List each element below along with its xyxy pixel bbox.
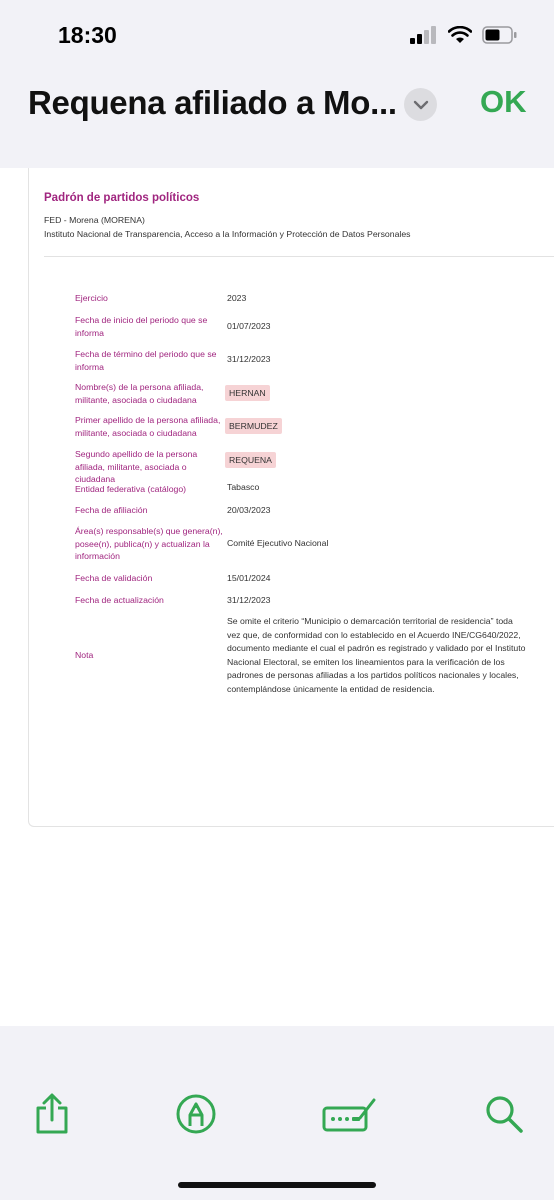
label-segundo-apellido: Segundo apellido de la persona afiliada, militante, asociada o ciudadana	[75, 449, 198, 484]
value-fecha-afiliacion: 20/03/2023	[227, 505, 271, 515]
chevron-down-icon	[413, 100, 429, 110]
markup-icon	[175, 1093, 217, 1135]
card-subtitle-party: FED - Morena (MORENA)	[44, 215, 145, 225]
search-icon	[484, 1094, 524, 1134]
value-entidad: Tabasco	[227, 482, 260, 492]
wifi-icon	[448, 26, 472, 44]
value-primer-apellido-text: BERMUDEZ	[225, 418, 282, 434]
record-card	[28, 168, 554, 827]
search-button[interactable]	[482, 1092, 526, 1136]
title-menu-button[interactable]	[404, 88, 437, 121]
value-fecha-inicio: 01/07/2023	[227, 321, 271, 331]
nav-bar	[0, 78, 554, 138]
value-nota: Se omite el criterio “Municipio o demarcación territorial de residencia” toda vez que, de conformidad con lo establecido en el Acuerdo INE/CG640/2022, documento mediante el cual el padrón es registrado y validado por el Instituto Nacional Electoral, se emiten los lineamientos para la verificación de los padrones de personas afiliadas a los partidos políticos nacionales y locales, contemplándose únicamente la entidad de residencia.	[227, 616, 526, 694]
card-divider	[44, 256, 554, 257]
label-fecha-actualizacion: Fecha de actualización	[75, 595, 164, 605]
status-time: 18:30	[58, 22, 117, 48]
value-area-responsable: Comité Ejecutivo Nacional	[227, 538, 329, 548]
card-title: Padrón de partidos políticos	[44, 192, 200, 204]
value-primer-apellido	[227, 420, 282, 433]
label-fecha-termino: Fecha de término del periodo que se informa	[75, 349, 217, 372]
label-ejercicio: Ejercicio	[75, 293, 108, 303]
label-fecha-validacion: Fecha de validación	[75, 573, 153, 583]
home-indicator	[178, 1182, 376, 1188]
label-fecha-afiliacion: Fecha de afiliación	[75, 505, 148, 515]
fill-sign-button[interactable]	[322, 1092, 378, 1136]
label-entidad: Entidad federativa (catálogo)	[75, 484, 187, 494]
form-fill-icon	[322, 1094, 378, 1134]
document-title[interactable]: Requena afiliado a Mo...	[28, 84, 397, 121]
markup-button[interactable]	[174, 1092, 218, 1136]
value-ejercicio: 2023	[227, 293, 247, 303]
battery-icon	[482, 26, 518, 44]
value-nombre-text: HERNAN	[225, 385, 270, 401]
value-fecha-actualizacion: 31/12/2023	[227, 595, 271, 605]
value-nombre	[227, 387, 270, 400]
value-fecha-validacion: 15/01/2024	[227, 573, 271, 583]
label-fecha-inicio: Fecha de inicio del periodo que se informa	[75, 315, 208, 338]
document-page[interactable]	[0, 168, 554, 1026]
status-icons	[410, 26, 518, 44]
share-icon	[32, 1092, 72, 1136]
label-area-responsable: Área(s) responsable(s) que genera(n), posee(n), publica(n) y actualizan la información	[75, 526, 223, 561]
label-nombre: Nombre(s) de la persona afiliada, militante, asociada o ciudadana	[75, 382, 204, 405]
value-segundo-apellido-text: REQUENA	[225, 452, 276, 468]
status-bar	[0, 0, 554, 70]
value-fecha-termino: 31/12/2023	[227, 354, 271, 364]
ok-button[interactable]: OK	[480, 84, 527, 119]
label-primer-apellido: Primer apellido de la persona afiliada, militante, asociada o ciudadana	[75, 415, 221, 438]
value-segundo-apellido	[227, 454, 276, 467]
label-nota: Nota	[75, 650, 94, 660]
card-subtitle-institute: Instituto Nacional de Transparencia, Acceso a la Información y Protección de Datos Personales	[44, 229, 411, 239]
signal-icon	[410, 26, 438, 44]
share-button[interactable]	[30, 1092, 74, 1136]
bottom-toolbar	[0, 1026, 554, 1200]
